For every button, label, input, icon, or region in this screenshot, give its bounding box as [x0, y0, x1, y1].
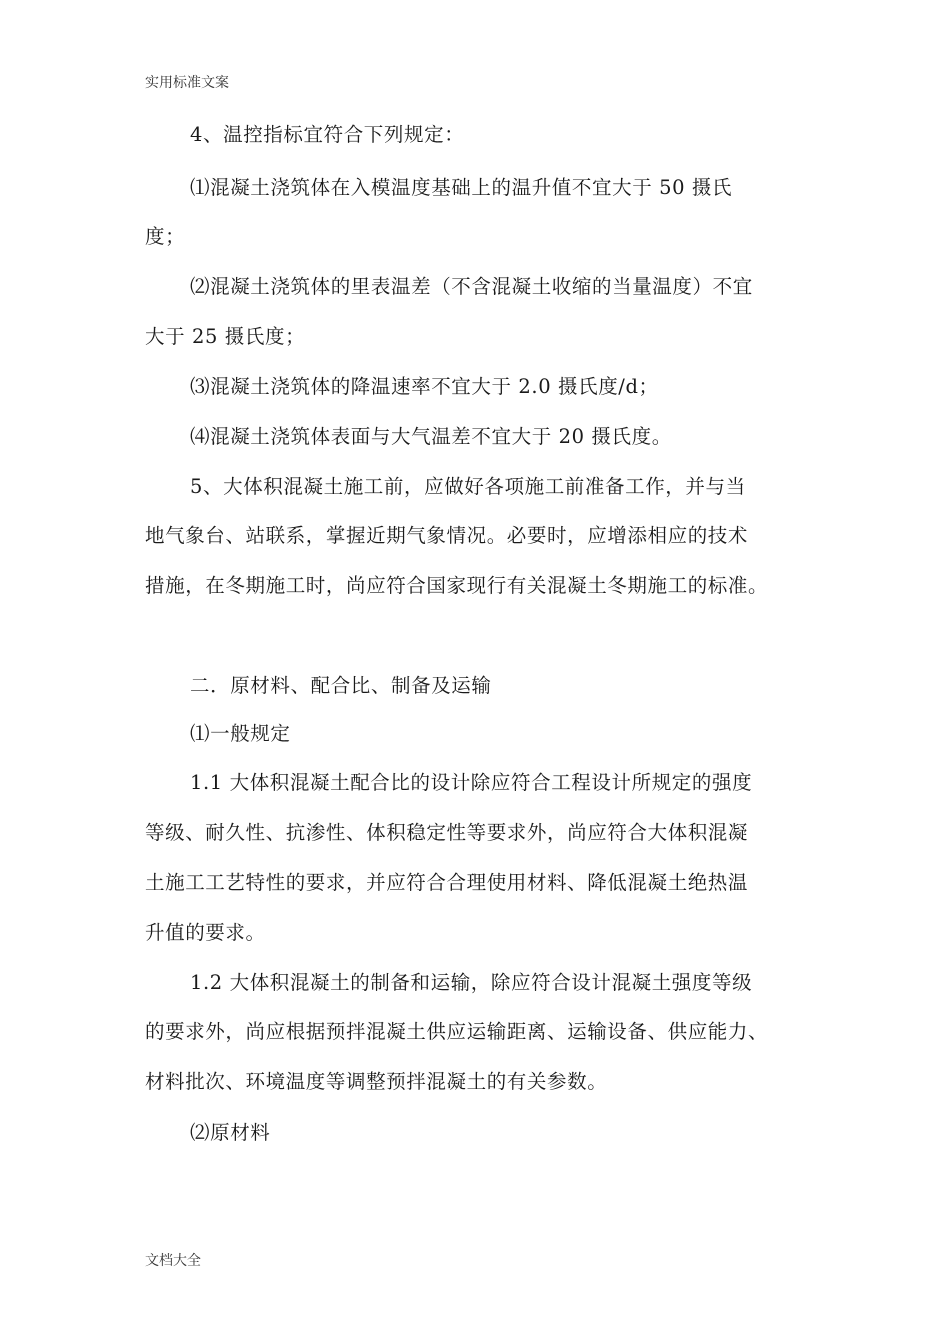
text-line: 材料批次、环境温度等调整预拌混凝土的有关参数。 — [145, 1070, 608, 1093]
text-line: 等级、耐久性、抗渗性、体积稳定性等要求外，尚应符合大体积混凝 — [145, 821, 749, 844]
text-line: 1.2 大体积混凝土的制备和运输，除应符合设计混凝土强度等级 — [190, 971, 753, 994]
subsection-heading: ⑵原材料 — [190, 1121, 271, 1144]
subsection-heading: ⑴一般规定 — [190, 722, 291, 745]
page-header: 实用标准文案 — [145, 75, 229, 91]
text-line: ⑶混凝土浇筑体的降温速率不宜大于 2.0 摄氏度/d； — [190, 375, 659, 398]
text-line: ⑴混凝土浇筑体在入模温度基础上的温升值不宜大于 50 摄氏 — [190, 176, 733, 199]
text-line: 大于 25 摄氏度； — [145, 325, 306, 348]
text-line: 4、温控指标宜符合下列规定： — [190, 123, 465, 146]
text-line: 1.1 大体积混凝土配合比的设计除应符合工程设计所规定的强度 — [190, 771, 753, 794]
text-line: 土施工工艺特性的要求，并应符合合理使用材料、降低混凝土绝热温 — [145, 871, 749, 894]
text-line: ⑷混凝土浇筑体表面与大气温差不宜大于 20 摄氏度。 — [190, 425, 672, 448]
text-line: 5、大体积混凝土施工前，应做好各项施工前准备工作，并与当 — [190, 475, 746, 498]
page-footer: 文档大全 — [145, 1253, 201, 1269]
section-heading: 二．原材料、配合比、制备及运输 — [190, 674, 492, 697]
text-line: 升值的要求。 — [145, 921, 266, 944]
text-line: ⑵混凝土浇筑体的里表温差（不含混凝土收缩的当量温度）不宜 — [190, 275, 753, 298]
text-line: 地气象台、站联系，掌握近期气象情况。必要时，应增添相应的技术 — [145, 524, 749, 547]
text-line: 度； — [145, 225, 186, 248]
text-line: 的要求外，尚应根据预拌混凝土供应运输距离、运输设备、供应能力、 — [145, 1020, 769, 1043]
text-line: 措施，在冬期施工时，尚应符合国家现行有关混凝土冬期施工的标准。 — [145, 574, 769, 597]
